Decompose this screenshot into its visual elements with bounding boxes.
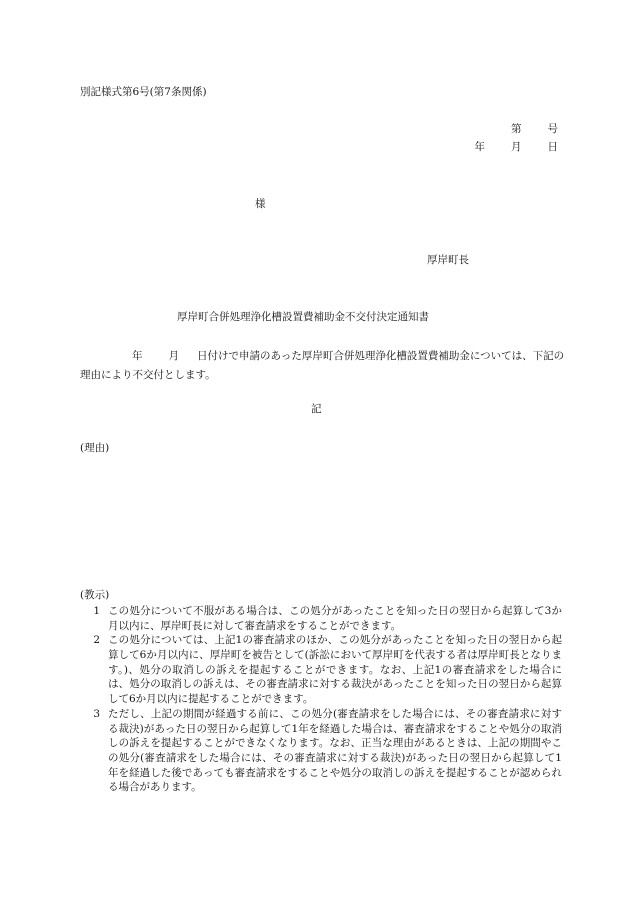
addressee-suffix: 様 bbox=[255, 198, 266, 210]
number-prefix: 第 bbox=[511, 123, 522, 135]
note-text: ただし、上記の期間が経過する前に、この処分(審査請求をした場合には、その審査請求に対する裁決)があった日の翌日から起算して1年を経過した場合は、審査請求をすることや処分の取消しの訴えを提起することができなくなります。なお、正当な理由があるときは、上記の期間やこの処分(審査請求をした場合には、その審査請求に対する裁決)があった日の翌日から起算して1年を経過した後であっても審査請求をすることや処分の取消しの訴えを提起することが認められる場合があります。 bbox=[108, 707, 562, 794]
body-paragraph bbox=[80, 347, 570, 385]
date-year: 年 bbox=[474, 141, 485, 153]
instruction-label: (教示) bbox=[80, 589, 110, 601]
number-suffix: 号 bbox=[547, 123, 558, 135]
ki-heading: 記 bbox=[311, 403, 322, 415]
document-number-line bbox=[511, 123, 558, 137]
note-number: 3 bbox=[93, 707, 100, 720]
date-day: 日 bbox=[547, 141, 558, 153]
reason-label: (理由) bbox=[80, 442, 110, 454]
issuer-name: 厚岸町長 bbox=[427, 254, 469, 266]
issue-date-line bbox=[475, 141, 559, 155]
date-month: 月 bbox=[511, 141, 522, 153]
document-title: 厚岸町合併処理浄化槽設置費補助金不交付決定通知書 bbox=[177, 311, 429, 323]
note-text: この処分について不服がある場合は、この処分があったことを知った日の翌日から起算して3か月以内に、厚岸町長に対して審査請求をすることができます。 bbox=[108, 605, 562, 632]
body-month: 月 bbox=[168, 350, 179, 362]
form-label: 別記様式第6号(第7条関係) bbox=[80, 86, 207, 98]
note-text: この処分については、上記1の審査請求のほか、この処分があったことを知った日の翌日から起算して6か月以内に、厚岸町を被告として(訴訟において厚岸町を代表する者は厚岸町長となります。)、処分の取消しの訴えを提起することができます。なお、上記1の審査請求をした場合には、処分の取消しの訴えは、その審査請求に対する裁決があったことを知った日の翌日から起算して6か月以内に提起することができます。 bbox=[108, 634, 562, 706]
instruction-notes bbox=[80, 604, 562, 795]
list-item bbox=[80, 633, 562, 706]
body-text: 日付けで申請のあった厚岸町合併処理浄化槽設置費補助金については、下記の理由により不交付とします。 bbox=[80, 350, 565, 381]
list-item bbox=[80, 707, 562, 795]
body-year: 年 bbox=[132, 350, 143, 362]
note-number: 1 bbox=[93, 605, 100, 617]
list-item bbox=[80, 604, 562, 633]
note-number: 2 bbox=[93, 634, 100, 647]
